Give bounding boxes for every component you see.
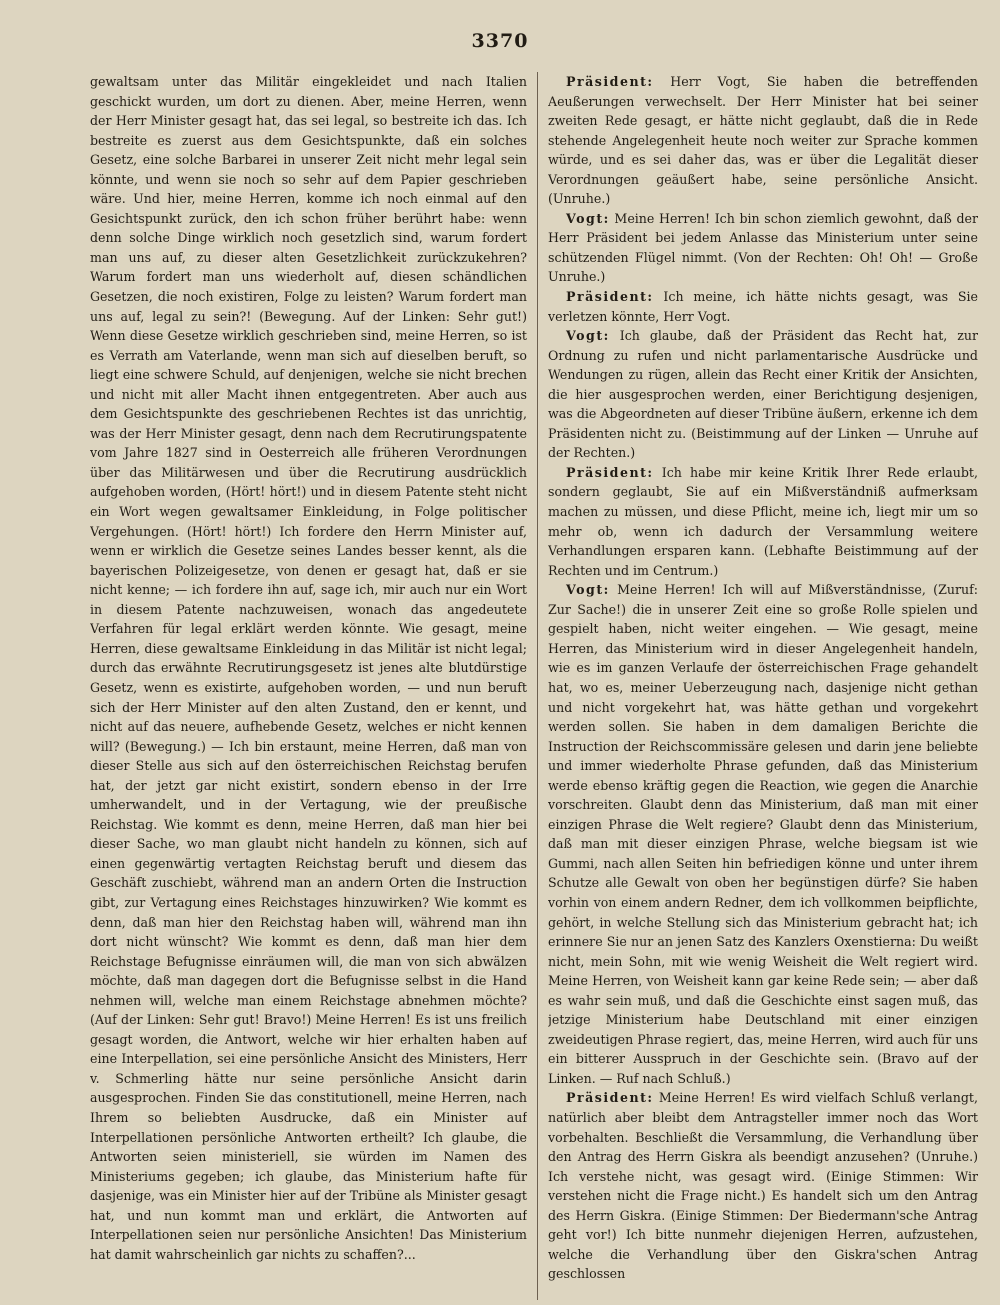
speaker-name: Präsident: bbox=[566, 464, 654, 480]
speech-text: Meine Herren! Ich will auf Mißverständnisse, (Zuruf: Zur Sache!) die in unserer Zeit eine so große Rolle spielen und gespielt haben, nicht weiter eingehen. — Wie gesagt, meine Herren, das Ministerium wird in dieser Angelegenheit handeln, wie es im ganzen Verlaufe der österreichischen Frage gehandelt hat, wo es, meiner Ueberzeugung nach, dasjenige nicht gethan und nicht vorgekehrt hat, was hätte gethan und vorgekehrt werden sollen. Sie haben in dem damaligen Berichte die Instruction der Reichscommissäre gelesen und darin jene beliebte und immer wiederholte Phrase gefunden, daß das Ministerium werde ebenso kräftig gegen die Reaction, wie gegen die Anarchie vorschreiten. Glaubt denn das Ministerium, daß man mit einer einzigen Phrase die Welt regiere? Glaubt denn das Ministerium, daß man mit dieser einzigen Phrase, welche biegsam ist wie Gummi, nach allen Seiten hin befriedigen könne und unter ihrem Schutze alle Gewalt von oben her begünstigen dürfe? Sie haben vorhin von einem andern Redner, dem ich vollkommen beipflichte, gehört, in welche Stellung sich das Ministerium gebracht hat; ich erinnere Sie nur an jenen Satz des Kanzlers Oxenstierna: Du weißt nicht, mein Sohn, mit wie wenig Weisheit die Welt regiert wird. Meine Herren, von Weisheit kann gar keine Rede sein; — aber daß es wahr sein muß, und daß die Geschichte einst sagen muß, das jetzige Ministerium habe Deutschland mit einer einzigen zweideutigen Phrase regiert, das, meine Herren, wird auch für uns ein bitterer Ausspruch in der Geschichte sein. (Bravo auf der Linken. — Ruf nach Schluß.) bbox=[548, 582, 978, 1086]
speech-paragraph: gewaltsam unter das Militär eingekleidet und nach Italien geschickt wurden, um dort zu dienen. Aber, meine Herren, wenn der Herr Minister gesagt hat, das sei legal, so bestreite ich das. Ich bestreite es zuerst aus dem Gesichtspunkte, daß ein solches Gesetz, eine solche Barbarei in unserer Zeit nicht mehr legal sein könnte, und wenn sie noch so sehr auf dem Papier geschrieben wäre. Und hier, meine Herren, komme ich noch einmal auf den Gesichtspunkt zurück, den ich schon früher berührt habe: wenn denn solche Dinge wirklich noch gesetzlich sind, warum fordert man uns auf, zu dieser alten Gesetzlichkeit zurückzukehren? Warum fordert man uns wiederholt auf, diesen schändlichen Gesetzen, die noch existiren, Folge zu leisten? Warum fordert man uns auf, legal zu sein?! (Bewegung. Auf der Linken: Sehr gut!) Wenn diese Gesetze wirklich geschrieben sind, meine Herren, so ist es Verrath am Vaterlande, wenn man sich auf dieselben beruft, so liegt eine schwere Schuld, auf denjenigen, welche sie nicht brechen und nicht mit aller Macht ihnen entgegentreten. Aber auch aus dem Gesichtspunkte des geschriebenen Rechtes ist das unrichtig, was der Herr Minister gesagt, denn nach dem Recrutirungspatente vom Jahre 1827 sind in Oesterreich alle früheren Verordnungen über das Militärwesen und über die Recrutirung ausdrücklich aufgehoben worden, (Hört! hört!) und in diesem Patente steht nicht ein Wort wegen gewaltsamer Einkleidung, in Folge politischer Vergehungen. (Hört! hört!) Ich fordere den Herrn Minister auf, wenn er wirklich die Gesetze seines Landes besser kennt, als die bayerischen Polizeigesetze, von denen er gesagt hat, daß er sie nicht kenne; — ich fordere ihn auf, sage ich, mir auch nur ein Wort in diesem Patente nachzuweisen, wonach das angedeutete Verfahren für legal erklärt werden könnte. Wie gesagt, meine Herren, diese gewaltsame Einkleidung in das Militär ist nicht legal; durch das erwähnte Recrutirungsgesetz ist jenes alte blutdürstige Gesetz, wenn es existirte, aufgehoben worden, — und nun beruft sich der Herr Minister auf den alten Zustand, den er kennt, und nicht auf das neuere, aufhebende Gesetz, welches er nicht kennen will? (Bewegung.) — Ich bin erstaunt, meine Herren, daß man von dieser Stelle aus sich auf den österreichischen Reichstag berufen hat, der jetzt gar nicht existirt, sondern ebenso in der Irre umherwandelt, und in der Vertagung, wie der preußische Reichstag. Wie kommt es denn, meine Herren, daß man hier bei dieser Sache, wo man glaubt nicht handeln zu können, sich auf einen gegenwärtig vertagten Reichstag beruft und diesem das Geschäft zuschiebt, während man an andern Orten die Instruction gibt, zur Vertagung eines Reichstages hinzuwirken? Wie kommt es denn, daß man hier den Reichstag haben will, während man ihn dort nicht wünscht? Wie kommt es denn, daß man hier dem Reichstage Befugnisse einräumen will, die man von sich abwälzen möchte, daß man dagegen dort die Befugnisse selbst in die Hand nehmen will, welche man einem Reichstage abnehmen möchte? (Auf der Linken: Sehr gut! Bravo!) Meine Herren! Es ist uns freilich gesagt worden, die Antwort, welche wir hier erhalten haben auf eine Interpellation, sei eine persönliche Ansicht des Ministers, Herr v. Schmerling hätte nur seine persönliche Ansicht darin ausgesprochen. Finden Sie das constitutionell, meine Herren, nach Ihrem so beliebten Ausdrucke, daß ein Minister auf Interpellationen persönliche Antworten ertheilt? Ich glaube, die Antworten seien ministeriell, sie würden im Namen des Ministeriums gegeben; ich glaube, das Ministerium hafte für dasjenige, was ein Minister hier auf der Tribüne als Minister gesagt hat, und nun kommt man und erklärt, die Antworten auf Interpellationen seien nur persönliche Ansichten! Das Ministerium hat damit wahrscheinlich gar nichts zu schaffen?... bbox=[90, 74, 527, 1262]
speech-text: Meine Herren! Ich bin schon ziemlich gewohnt, daß der Herr Präsident bei jedem Anlasse das Ministerium unter seine schützenden Flügel nimmt. (Von der Rechten: Oh! Oh! — Große Unruhe.) bbox=[548, 210, 978, 285]
speech-entry bbox=[548, 209, 978, 287]
page-number: 3370 bbox=[471, 30, 529, 52]
right-column bbox=[548, 72, 978, 1297]
speaker-name: Präsident: bbox=[566, 289, 654, 305]
speech-text: Ich habe mir keine Kritik Ihrer Rede erlaubt, sondern geglaubt, Sie auf ein Mißverständniß aufmerksam machen zu müssen, und diese Pflicht, meine ich, liegt mir um so mehr ob, wenn ich dadurch der Versammlung weitere Verhandlungen ersparen kann. (Lebhafte Beistimmung auf der Rechten und im Centrum.) bbox=[548, 464, 978, 578]
speaker-name: Präsident: bbox=[566, 74, 654, 89]
speech-text: Ich glaube, daß der Präsident das Recht hat, zur Ordnung zu rufen und nicht parlamentarische Ausdrücke und Wendungen zu rügen, allein das Recht einer Kritik der Ansichten, die hier ausgesprochen werden, einer Berichtigung desjenigen, was die Abgeordneten auf dieser Tribüne äußern, erkenne ich dem Präsidenten nicht zu. (Beistimmung auf der Linken — Unruhe auf der Rechten.) bbox=[548, 328, 978, 461]
speech-entry bbox=[548, 463, 978, 580]
speech-text: Ich meine, ich hätte nichts gesagt, was Sie verletzen könnte, Herr Vogt. bbox=[548, 289, 978, 324]
speech-text: Meine Herren! Es wird vielfach Schluß verlangt, natürlich aber bleibt dem Antragsteller immer noch das Wort vorbehalten. Beschließt die Versammlung, die Verhandlung über den Antrag des Herrn Giskra als beendigt anzusehen? (Unruhe.) Ich verstehe nicht, was gesagt wird. (Einige Stimmen: Wir verstehen nicht die Frage nicht.) Es handelt sich um den Antrag des Herrn Giskra. (Einige Stimmen: Der Biedermann'sche Antrag geht vor!) Ich bitte nunmehr diejenigen Herren, aufzustehen, welche die Verhandlung über den Giskra'schen Antrag geschlossen bbox=[548, 1090, 978, 1282]
speech-text: Herr Vogt, Sie haben die betreffenden Aeußerungen verwechselt. Der Herr Minister hat bei seiner zweiten Rede gesagt, er hätte nicht geglaubt, daß die in Rede stehende Angelegenheit heute noch weiter zur Sprache kommen würde, und es sei daher das, was er über die Legalität dieser Verordnungen geäußert habe, seine persönliche Ansicht. (Unruhe.) bbox=[548, 74, 978, 207]
speaker-name: Vogt: bbox=[566, 328, 610, 344]
speaker-name: Präsident: bbox=[566, 1090, 654, 1106]
speech-entry bbox=[548, 72, 978, 209]
speech-entry bbox=[548, 287, 978, 326]
speaker-name: Vogt: bbox=[566, 210, 610, 226]
column-divider bbox=[537, 72, 538, 1300]
left-column bbox=[90, 72, 527, 1297]
speaker-name: Vogt: bbox=[566, 582, 610, 598]
speech-entry bbox=[548, 326, 978, 463]
speech-entry bbox=[548, 580, 978, 1088]
speech-entry bbox=[548, 1088, 978, 1283]
